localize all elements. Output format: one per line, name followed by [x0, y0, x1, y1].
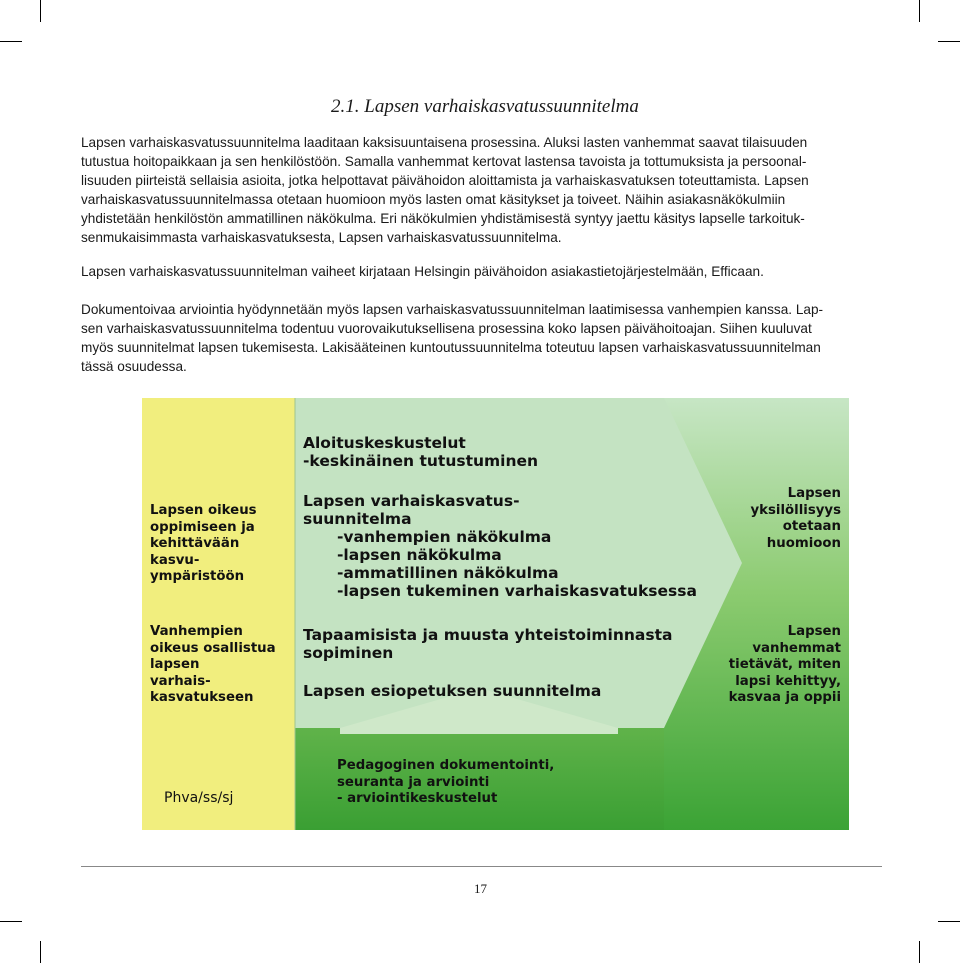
crop-mark: [0, 41, 22, 42]
list-item: -ammatillinen näkökulma: [337, 564, 559, 582]
crop-mark: [919, 0, 920, 22]
crop-mark: [938, 41, 960, 42]
yksilollisyys-block: [750, 486, 841, 552]
text-line: tutustua hoitopaikkaan ja sen henkilöstöön. Samalla vanhemmat kertovat lastensa tavoista ja tottumuksista ja persoonal-: [81, 154, 807, 170]
text-line: tietävät, miten: [728, 657, 841, 672]
list-item: -vanhempien näkökulma: [337, 528, 552, 546]
oikeus-block: [150, 503, 257, 586]
text-line: suunnitelma: [303, 510, 412, 528]
text-line: Lapsen oikeus: [150, 503, 257, 518]
paragraph-dokumentointi: [81, 300, 882, 376]
text-line: lapsen: [150, 657, 200, 672]
crop-mark: [40, 0, 41, 22]
text-line: varhais-: [150, 673, 211, 689]
text-line: huomioon: [766, 535, 841, 551]
text-line: varhaiskasvatussuunnitelmassa otetaan huomioon myös lasten omat käsitykset ja toiveet. Näihin asiakasnäkökulmiin: [81, 192, 786, 208]
text-line: Lapsen: [787, 624, 841, 639]
paragraph-intro: [81, 133, 882, 248]
paragraph-efficaan: Lapsen varhaiskasvatussuunnitelman vaiheet kirjataan Helsingin päivähoidon asiakastietojärjestelmään, Efficaan.: [81, 264, 764, 279]
crop-mark: [40, 941, 41, 963]
crop-mark: [938, 921, 960, 922]
vasu-items: [303, 528, 697, 600]
text-line: Lapsen: [787, 486, 841, 501]
text-line: senmukaisimmasta varhaiskasvatuksesta, Lapsen varhaiskasvatussuunnitelma.: [81, 230, 562, 246]
crop-mark: [0, 921, 22, 922]
text-line: sopiminen: [303, 644, 394, 662]
text-line: kehittävään: [150, 536, 240, 551]
text-line: Dokumentoivaa arviointia hyödynnetään myös lapsen varhaiskasvatussuunnitelman laatimisessa vanhempien kanssa. Lap-: [81, 302, 824, 317]
text-line: Vanhempien: [150, 624, 243, 639]
text-line: Tapaamisista ja muusta yhteistoiminnasta: [303, 626, 673, 644]
pedagoginen-block: [337, 758, 554, 808]
text-line: tässä osuudessa.: [81, 359, 187, 375]
text-line: oppimiseen ja: [150, 519, 255, 535]
vasu-block: [303, 492, 697, 600]
vasu-process-diagram: [142, 398, 849, 830]
text-line: sen varhaiskasvatussuunnitelma todentuu vuorovaikutuksellisena prosessina koko lapsen päivähoitoajan. Siihen kuuluvat: [81, 321, 812, 337]
page-number: 17: [474, 881, 487, 896]
esiopetus-block: Lapsen esiopetuksen suunnitelma: [303, 682, 602, 700]
text-line: -keskinäinen tutustuminen: [303, 452, 539, 470]
text-line: myös suunnitelmat lapsen tukemisesta. Lakisääteinen kuntoutussuunnitelma toteutuu lapsen varhaiskasvatussuunnitelman: [81, 340, 821, 356]
left-panel: [142, 398, 295, 830]
text-line: lisuuden piirteistä sellaisia asioita, jotka helpottavat päivähoidon aloittamista ja varhaiskasvatuksen toteuttamista. Lapsen: [81, 173, 809, 189]
text-line: kasvatukseen: [150, 690, 254, 705]
text-line: - arviointikeskustelut: [337, 791, 498, 806]
text-line: Pedagoginen dokumentointi,: [337, 758, 555, 773]
crop-mark: [919, 941, 920, 963]
vanhempien-oikeus-block: [150, 624, 276, 707]
text-line: lapsi kehittyy,: [735, 673, 841, 689]
text-line: ympäristöön: [150, 569, 245, 584]
list-item: -lapsen näkökulma: [337, 546, 502, 564]
text-line: Aloituskeskustelut: [303, 434, 466, 452]
list-item: -lapsen tukeminen varhaiskasvatuksessa: [337, 582, 697, 600]
text-line: Lapsen varhaiskasvatussuunnitelma laaditaan kaksisuuntaisena prosessina. Aluksi lasten vanhemmat saavat tilaisuuden: [81, 135, 808, 150]
text-line: oikeus osallistua: [150, 640, 276, 656]
text-line: yhdistetään henkilöstön ammatillinen näkökulma. Eri näkökulmien yhdistämisestä syntyy jaettu käsitys lapselle tarkoituk-: [81, 211, 805, 227]
footer-rule: [81, 866, 882, 867]
text-line: kasvaa ja oppii: [728, 690, 841, 705]
diagram-credit: Phva/ss/sj: [164, 790, 234, 806]
tapaamiset-block: [303, 626, 672, 662]
aloitus-block: [303, 434, 538, 470]
section-heading: 2.1. Lapsen varhaiskasvatussuunnitelma: [331, 96, 639, 117]
text-line: vanhemmat: [752, 640, 841, 656]
text-line: yksilöllisyys: [750, 502, 841, 518]
vanhemmat-tietavat-block: [729, 624, 841, 707]
text-line: seuranta ja arviointi: [337, 774, 490, 790]
text-line: Lapsen varhaiskasvatus-: [303, 492, 520, 510]
text-line: otetaan: [782, 519, 841, 534]
text-line: kasvu-: [150, 552, 200, 568]
